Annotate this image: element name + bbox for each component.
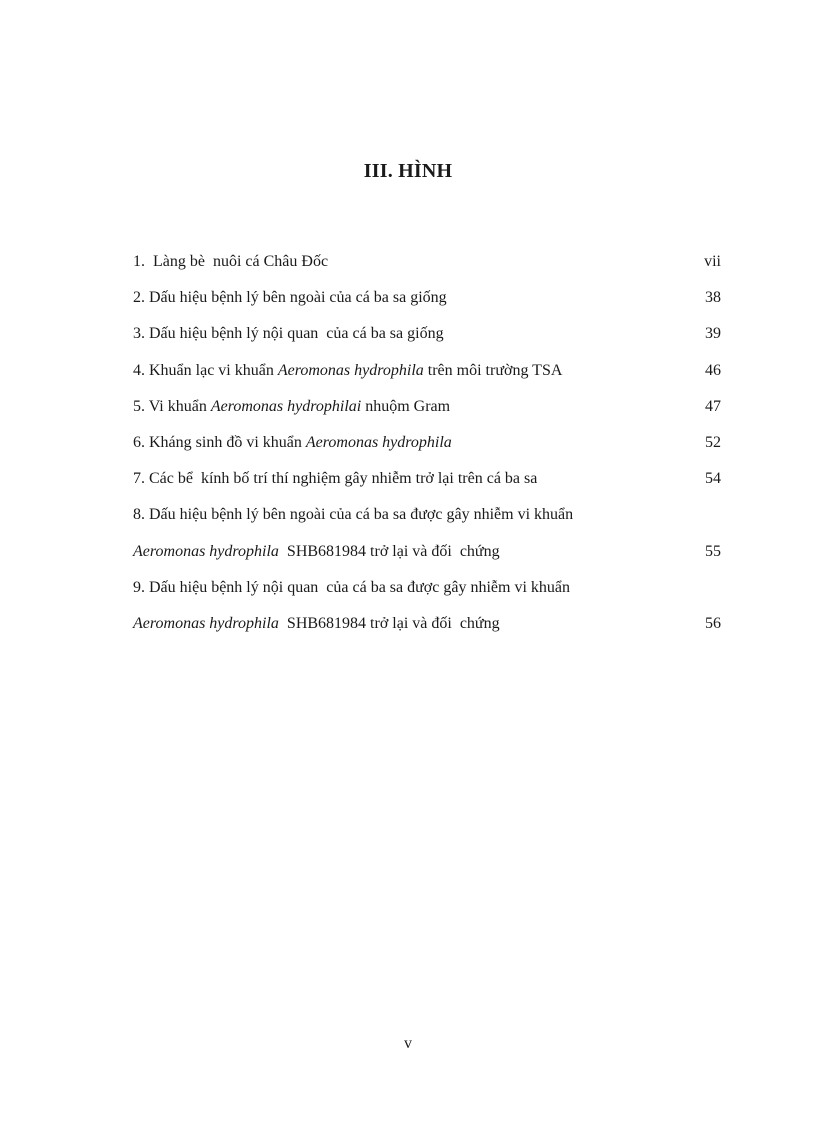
entry-text: [133, 542, 500, 562]
species-name: Aeromonas hydrophila: [305, 433, 452, 451]
entry-text: 1. Làng bè nuôi cá Châu Đốc: [133, 253, 329, 270]
entry-text: [133, 433, 452, 453]
species-name: Aeromonas hydrophila: [133, 542, 279, 560]
list-item: [133, 467, 721, 503]
list-item: [133, 503, 721, 539]
list-item: [133, 431, 721, 467]
entry-text: 3. Dấu hiệu bệnh lý nội quan của cá ba sa giống: [133, 325, 444, 343]
entry-page: 52: [705, 433, 721, 451]
entry-text: [133, 397, 450, 417]
list-item: [133, 612, 721, 648]
entry-text-after: SHB681984 trở lại và đối chứng: [278, 614, 500, 632]
entry-text-before: 4. Khuẩn lạc vi khuẩn: [133, 361, 278, 379]
entry-text-before: 6. Kháng sinh đồ vi khuẩn: [133, 433, 306, 451]
page-title: III. HÌNH: [363, 160, 453, 182]
entry-text-after: nhuộm Gram: [361, 397, 451, 415]
entry-text: 7. Các bể kính bố trí thí nghiệm gây nhiễm trở lại trên cá ba sa: [133, 470, 538, 488]
entry-text: [133, 614, 500, 634]
entry-page: 54: [705, 470, 721, 488]
entry-page: 55: [705, 542, 721, 560]
entry-text: 8. Dấu hiệu bệnh lý bên ngoài của cá ba sa được gây nhiễm vi khuẩn: [133, 506, 574, 524]
entry-text: [133, 361, 562, 381]
list-item: [133, 250, 721, 286]
entry-page: 39: [705, 325, 721, 343]
entry-text-before: 5. Vi khuẩn: [133, 397, 211, 415]
entry-page: 47: [705, 397, 721, 415]
list-item: [133, 322, 721, 358]
species-name: Aeromonas hydrophila: [277, 361, 424, 379]
entry-page: 46: [705, 361, 721, 379]
entry-page: 56: [705, 614, 721, 632]
footer-page-number: v: [404, 1035, 412, 1052]
entry-text: 2. Dấu hiệu bệnh lý bên ngoài của cá ba sa giống: [133, 289, 447, 307]
list-item: [133, 540, 721, 576]
list-item: [133, 359, 721, 395]
list-item: [133, 286, 721, 322]
entry-text-after: SHB681984 trở lại và đối chứng: [278, 542, 500, 560]
entry-page: vii: [704, 253, 721, 270]
species-name: Aeromonas hydrophilai: [210, 397, 362, 415]
list-item: [133, 576, 721, 612]
entry-text: 9. Dấu hiệu bệnh lý nội quan của cá ba sa được gây nhiễm vi khuẩn: [133, 578, 571, 596]
entry-text-after: trên môi trường TSA: [423, 361, 563, 379]
list-item: [133, 395, 721, 431]
entry-page: 38: [705, 289, 721, 307]
species-name: Aeromonas hydrophila: [133, 614, 279, 632]
figure-list: [133, 250, 721, 648]
